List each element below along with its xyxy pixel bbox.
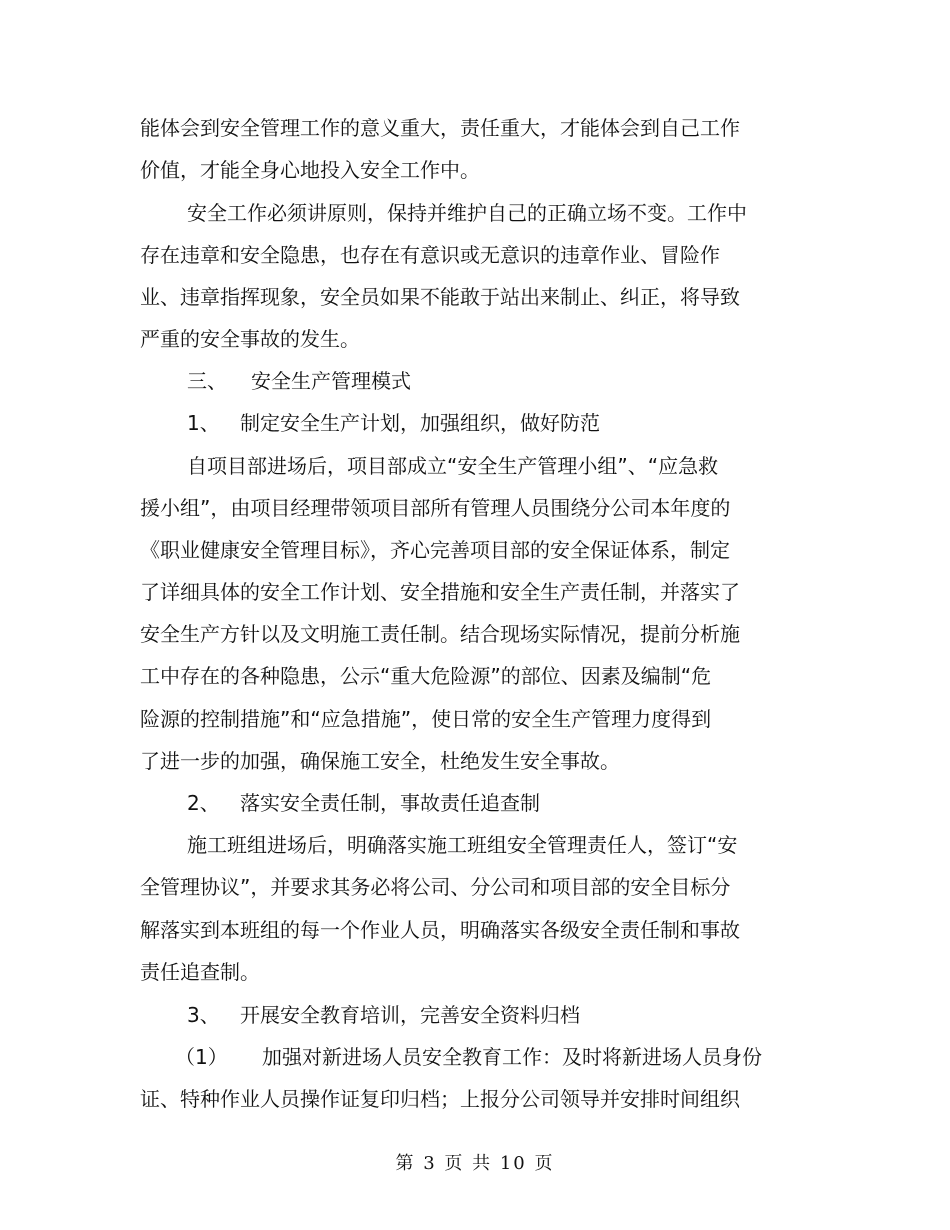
body-line: 业、违章指挥现象，安全员如果不能敢于站出来制止、纠正，将导致 [140,285,740,309]
body-line: 了进一步的加强，确保施工安全，杜绝发生安全事故。 [140,749,620,773]
body-line: 工中存在的各种隐患，公示“重大危险源”的部位、因素及编制“危 [140,664,712,688]
body-line: 险源的控制措施”和“应急措施”，使日常的安全生产管理力度得到 [140,707,712,731]
list-item-text: 加强对新进场人员安全教育工作：及时将新进场人员身份 [262,1045,762,1069]
body-line: 价值，才能全身心地投入安全工作中。 [140,158,480,182]
list-item-number: （1） [175,1045,228,1069]
body-line: 责任追查制。 [140,960,260,984]
section-number: 三、 [187,369,227,393]
body-line: 援小组”，由项目经理带领项目部所有管理人员围绕分公司本年度的 [140,496,731,520]
body-line: 安全生产方针以及文明施工责任制。结合现场实际情况，提前分析施 [140,622,740,646]
subsection-title: 开展安全教育培训，完善安全资料归档 [240,1003,580,1027]
body-line: 证、特种作业人员操作证复印归档；上报分公司领导并安排时间组织 [140,1087,740,1111]
body-line: 能体会到安全管理工作的意义重大，责任重大，才能体会到自己工作 [140,116,740,140]
body-line: 《职业健康安全管理目标》，齐心完善项目部的安全保证体系，制定 [140,538,730,562]
paragraph-first-line: 自项目部进场后，项目部成立“安全生产管理小组”、“应急救 [187,454,719,478]
paragraph-first-line: 施工班组进场后，明确落实施工班组安全管理责任人，签订“安 [187,833,738,857]
subsection-title: 制定安全生产计划，加强组织，做好防范 [240,411,600,435]
subsection-number: 1、 [187,411,220,435]
subsection-number: 2、 [187,791,220,815]
body-line: 存在违章和安全隐患，也存在有意识或无意识的违章作业、冒险作 [140,243,720,267]
subsection-number: 3、 [187,1003,220,1027]
section-title: 安全生产管理模式 [251,369,411,393]
body-line: 了详细具体的安全工作计划、安全措施和安全生产责任制，并落实了 [140,580,740,604]
body-line: 严重的安全事故的发生。 [140,327,360,351]
paragraph-first-line: 安全工作必须讲原则，保持并维护自己的正确立场不变。工作中 [187,201,747,225]
body-line: 全管理协议”，并要求其务必将公司、分公司和项目部的安全目标分 [140,875,731,899]
subsection-title: 落实安全责任制，事故责任追查制 [240,791,540,815]
page-footer: 第 3 页 共 10 页 [395,1153,555,1174]
body-line: 解落实到本班组的每一个作业人员，明确落实各级安全责任制和事故 [140,918,740,942]
